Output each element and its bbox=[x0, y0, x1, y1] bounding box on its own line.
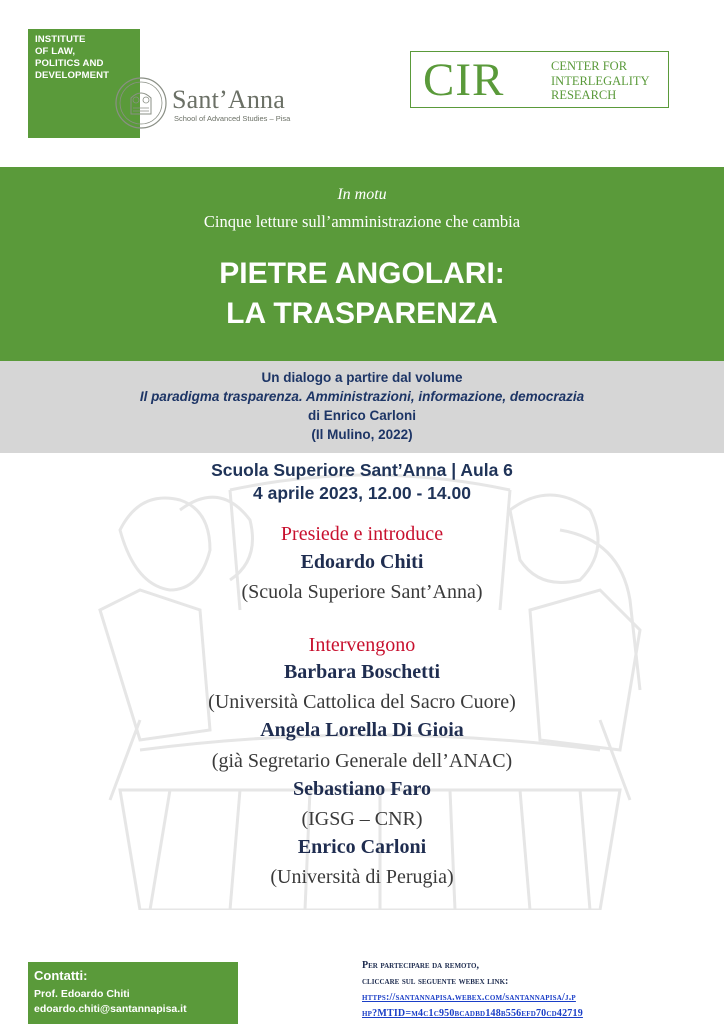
book-title: Il paradigma trasparenza. Amministrazioni, informazione, democrazia bbox=[139, 389, 585, 404]
cir-name bbox=[551, 59, 650, 103]
event-venue-datetime bbox=[0, 459, 724, 505]
institute-line: OF LAW, bbox=[35, 46, 76, 57]
webex-link-continued[interactable]: hp?MTID=m4c1c950bcadbd148b556efd70cd42719 bbox=[362, 1008, 583, 1019]
contacts-box bbox=[28, 962, 238, 1024]
contacts-title: Contatti: bbox=[34, 968, 88, 983]
event-title-line: LA TRASPARENZA bbox=[226, 297, 498, 330]
remote-line: cliccare sul seguente webex link: bbox=[362, 976, 509, 987]
series-subtitle: Cinque letture sull’amministrazione che cambia bbox=[203, 212, 521, 231]
event-title bbox=[0, 254, 724, 334]
speaker-affiliation: (Università di Perugia) bbox=[270, 866, 454, 888]
speaker-name: Angela Lorella Di Gioia bbox=[260, 719, 464, 741]
speaker-affiliation: (già Segretario Generale dell’ANAC) bbox=[211, 750, 513, 772]
event-venue: Scuola Superiore Sant’Anna | Aula 6 bbox=[211, 460, 513, 480]
chair-name: Edoardo Chiti bbox=[300, 551, 424, 573]
chair-affiliation: (Scuola Superiore Sant’Anna) bbox=[241, 581, 483, 603]
institute-line: INSTITUTE bbox=[35, 34, 86, 45]
remote-line: Per partecipare da remoto, bbox=[362, 960, 479, 971]
book-author: di Enrico Carloni bbox=[307, 408, 416, 423]
speaker-affiliation: (Università Cattolica del Sacro Cuore) bbox=[208, 691, 516, 713]
institute-line: POLITICS AND bbox=[35, 58, 104, 69]
series-title: In motu bbox=[337, 186, 387, 203]
speaker-name: Enrico Carloni bbox=[297, 836, 427, 858]
speakers-heading: Intervengono bbox=[308, 634, 416, 656]
cir-logo bbox=[410, 51, 669, 108]
santanna-seal-icon bbox=[114, 76, 168, 130]
school-name: Sant’Anna bbox=[172, 85, 285, 114]
school-subtitle: School of Advanced Studies – Pisa bbox=[174, 114, 291, 123]
institute-line: DEVELOPMENT bbox=[35, 70, 110, 81]
cir-line: INTERLEGALITY bbox=[551, 73, 650, 88]
chair-heading: Presiede e introduce bbox=[280, 523, 444, 545]
contact-name: Prof. Edoardo Chiti bbox=[34, 988, 130, 1000]
speaker-affiliation: (IGSG – CNR) bbox=[301, 808, 423, 830]
book-intro: Un dialogo a partire dal volume bbox=[261, 370, 463, 385]
cir-line: RESEARCH bbox=[551, 88, 617, 102]
cir-acronym: CIR bbox=[423, 54, 505, 106]
event-title-line: PIETRE ANGOLARI: bbox=[219, 257, 505, 290]
event-datetime: 4 aprile 2023, 12.00 - 14.00 bbox=[253, 483, 471, 503]
speaker-name: Sebastiano Faro bbox=[293, 778, 431, 800]
book-info bbox=[0, 368, 724, 444]
institute-name bbox=[35, 34, 109, 82]
cir-line: CENTER FOR bbox=[551, 59, 628, 73]
speaker-name: Barbara Boschetti bbox=[283, 661, 441, 683]
book-publisher: (Il Mulino, 2022) bbox=[311, 427, 413, 442]
remote-info bbox=[362, 958, 707, 1022]
contact-email[interactable]: edoardo.chiti@santannapisa.it bbox=[34, 1003, 187, 1015]
webex-link[interactable]: https://santannapisa.webex.com/santannapisa/j.p bbox=[362, 992, 576, 1003]
